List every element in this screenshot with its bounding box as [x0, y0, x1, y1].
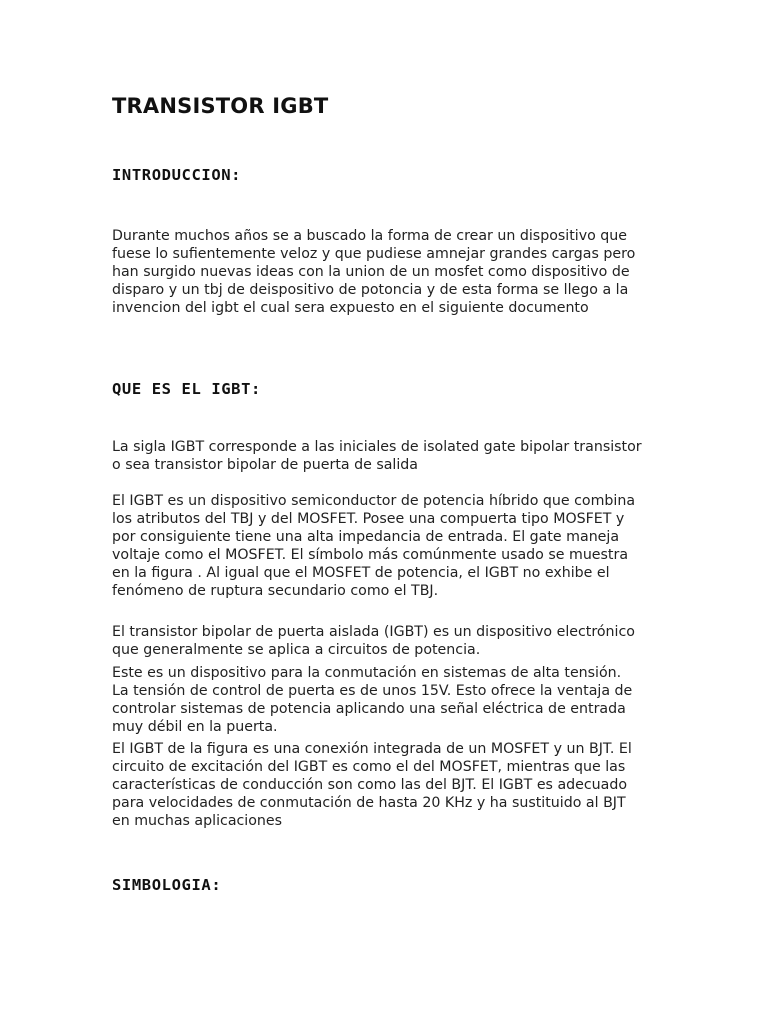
paragraph-conmutacion: Este es un dispositivo para la conmutación en sistemas de alta tensión. La tensión de control de puerta es de unos 15V. Esto ofrece la ventaja de controlar sistemas de potencia aplicando una señal eléctrica de entrada muy débil en la puerta.: [112, 665, 633, 735]
section-heading-introduccion: INTRODUCCION:: [112, 166, 242, 184]
section-heading-simbologia: SIMBOLOGIA:: [112, 876, 222, 894]
paragraph-introduccion: Durante muchos años se a buscado la forma de crear un dispositivo que fuese lo sufientemente veloz y que pudiese amnejar grandes cargas pero han surgido nuevas ideas con la union de un mosfet como dispositivo de disparo y un tbj de deispositivo de potoncia y de esta forma se llego a la invencion del igbt el cual sera expuesto en el siguiente documento: [112, 228, 636, 316]
paragraph-sigla-igbt: La sigla IGBT corresponde a las iniciales de isolated gate bipolar transistor o sea transistor bipolar de puerta de salida: [112, 439, 642, 473]
paragraph-conexion-integrada: El IGBT de la figura es una conexión integrada de un MOSFET y un BJT. El circuito de excitación del IGBT es como el del MOSFET, mientras que las características de conducción son como las del BJT. El IGBT es adecuado para velocidades de conmutación de hasta 20 KHz y ha sustituido al BJT en muchas aplicaciones: [112, 741, 632, 829]
paragraph-dispositivo-hibrido: El IGBT es un dispositivo semiconductor de potencia híbrido que combina los atributos del TBJ y del MOSFET. Posee una compuerta tipo MOSFET y por consiguiente tiene una alta impedancia de entrada. El gate maneja voltaje como el MOSFET. El símbolo más comúnmente usado se muestra en la figura . Al igual que el MOSFET de potencia, el IGBT no exhibe el fenómeno de ruptura secundario como el TBJ.: [112, 493, 636, 599]
section-heading-que-es-el-igbt: QUE ES EL IGBT:: [112, 380, 261, 398]
paragraph-puerta-aislada: El transistor bipolar de puerta aislada (IGBT) es un dispositivo electrónico que generalmente se aplica a circuitos de potencia.: [112, 624, 635, 658]
document-title: TRANSISTOR IGBT: [112, 94, 329, 118]
